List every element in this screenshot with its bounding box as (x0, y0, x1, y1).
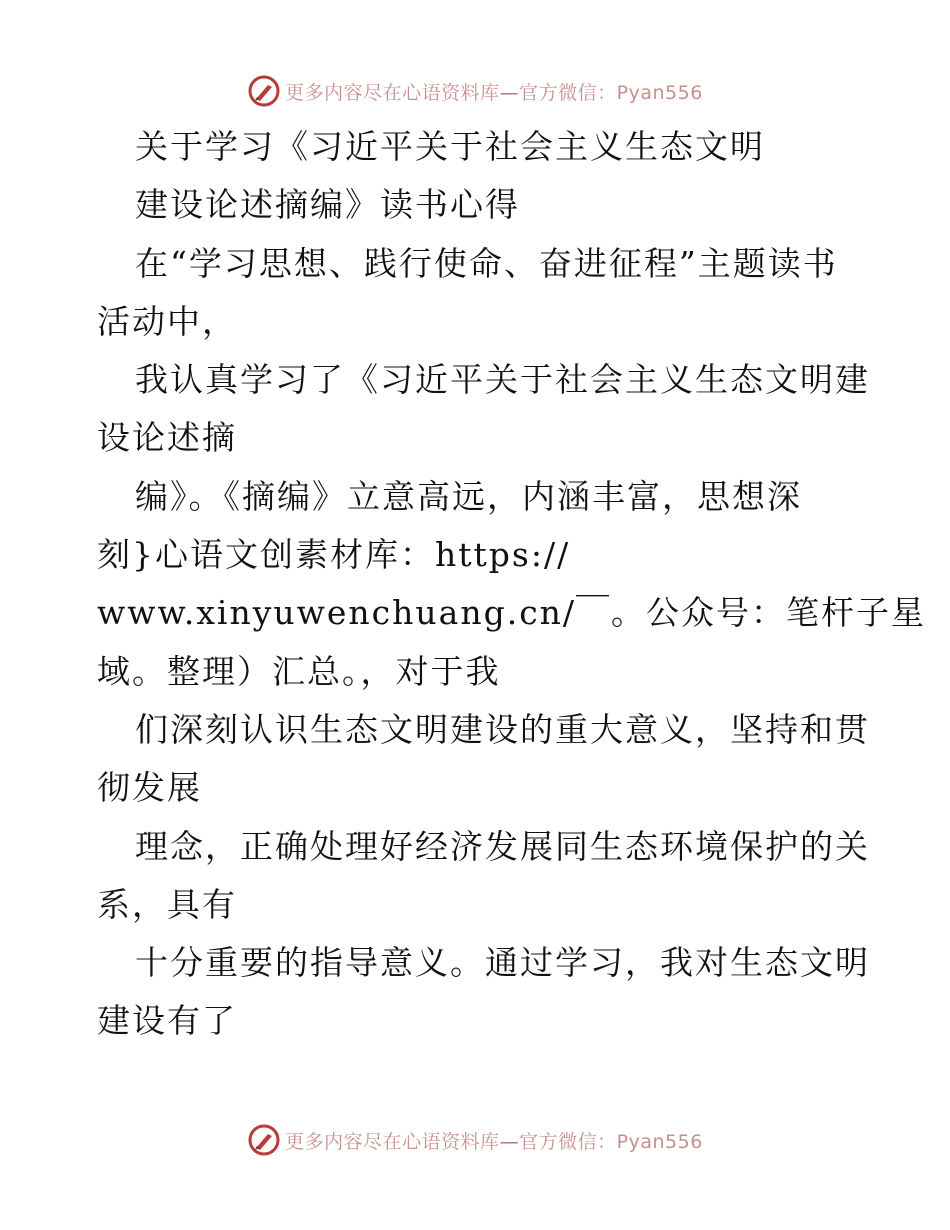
document-line: 在“学习思想、践行使命、奋进征程”主题读书 (135, 243, 838, 283)
document-line: 建设有了 (97, 1001, 237, 1041)
footer-banner-contact: 官方微信：Pyan556 (519, 1130, 703, 1153)
document-line: 系，具有 (97, 884, 237, 924)
document-line: 刻}心语文创素材库：https:// (97, 535, 571, 575)
header-banner-separator: — (499, 81, 520, 104)
document-line: 活动中， (97, 301, 237, 341)
document-line: 设论述摘 (97, 418, 237, 458)
footer-banner (0, 1120, 950, 1160)
footer-banner-title: 更多内容尽在心语资料库 (285, 1130, 500, 1153)
header-banner-contact: 官方微信：Pyan556 (519, 81, 703, 104)
header-banner-title: 更多内容尽在心语资料库 (285, 81, 500, 104)
header-banner (0, 71, 950, 111)
footer-banner-separator: — (499, 1130, 520, 1153)
pen-circle-logo-icon (247, 1123, 281, 1157)
document-line: 域。整理）汇总。，对于我 (97, 651, 501, 691)
document-line: 关于学习《习近平关于社会主义生态文明 (135, 127, 765, 166)
header-banner-text (285, 78, 703, 105)
document-line: 编》。《摘编》立意高远，内涵丰富，思想深 (135, 476, 802, 516)
document-line: 彻发展 (97, 768, 202, 808)
document-body (97, 118, 927, 1051)
document-line: 我认真学习了《习近平关于社会主义生态文明建 (135, 360, 870, 400)
document-line: www.xinyuwenchuang.cn/￣。公众号：笔杆子星 (97, 593, 927, 633)
footer-banner-text (285, 1127, 703, 1154)
document-line: 理念，正确处理好经济发展同生态环境保护的关 (135, 826, 870, 866)
document-line: 十分重要的指导意义。通过学习，我对生态文明 (135, 943, 870, 983)
pen-circle-logo-icon (247, 74, 281, 108)
document-line: 建设论述摘编》读书心得 (135, 185, 520, 225)
document-line: 们深刻认识生态文明建设的重大意义，坚持和贯 (135, 709, 870, 749)
